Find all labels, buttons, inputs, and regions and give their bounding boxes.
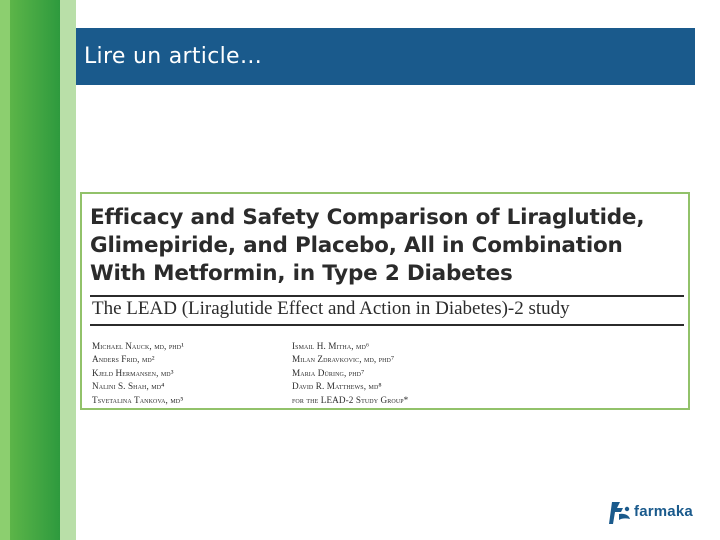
study-group-credit: for the LEAD-2 Study Group*	[292, 394, 409, 405]
left-bar-stripe	[60, 0, 76, 540]
author-name: Nalini S. Shah, md⁴	[92, 381, 165, 392]
farmaka-logo-icon	[608, 500, 632, 526]
slide-title: Lire un article…	[84, 44, 263, 69]
author-name: Kjeld Hermansen, md³	[92, 367, 174, 378]
author-name: Anders Frid, md²	[92, 354, 155, 365]
subtitle-rule	[90, 324, 684, 326]
article-subtitle: The LEAD (Liraglutide Effect and Action in Diabetes)-2 study	[92, 298, 570, 319]
author-name: David R. Matthews, md⁸	[292, 381, 382, 392]
article-title-line: Efficacy and Safety Comparison of Liraglutide,	[90, 205, 645, 230]
farmaka-logo	[608, 500, 698, 530]
author-list-right	[292, 340, 408, 407]
article-title-line: With Metformin, in Type 2 Diabetes	[90, 261, 513, 286]
farmaka-logo-text: farmaka	[634, 503, 693, 520]
left-decorative-bar	[0, 0, 76, 540]
left-bar-stripe	[0, 0, 10, 540]
left-bar-stripe	[10, 0, 60, 540]
article-title-line: Glimepiride, and Placebo, All in Combination	[90, 233, 623, 258]
slide-title-band	[76, 28, 695, 85]
author-name: Tsvetalina Tankova, md⁵	[92, 394, 184, 405]
article-title	[90, 204, 686, 288]
author-list-left	[92, 340, 184, 407]
author-name: Michael Nauck, md, phd¹	[92, 341, 185, 351]
title-rule	[90, 295, 684, 297]
author-name: Milan Zdravkovic, md, phd⁷	[292, 354, 395, 365]
author-name: Ismail H. Mitha, md⁶	[292, 341, 370, 351]
author-name: Maria Düring, phd⁷	[292, 367, 365, 378]
article-header-image	[80, 192, 690, 410]
